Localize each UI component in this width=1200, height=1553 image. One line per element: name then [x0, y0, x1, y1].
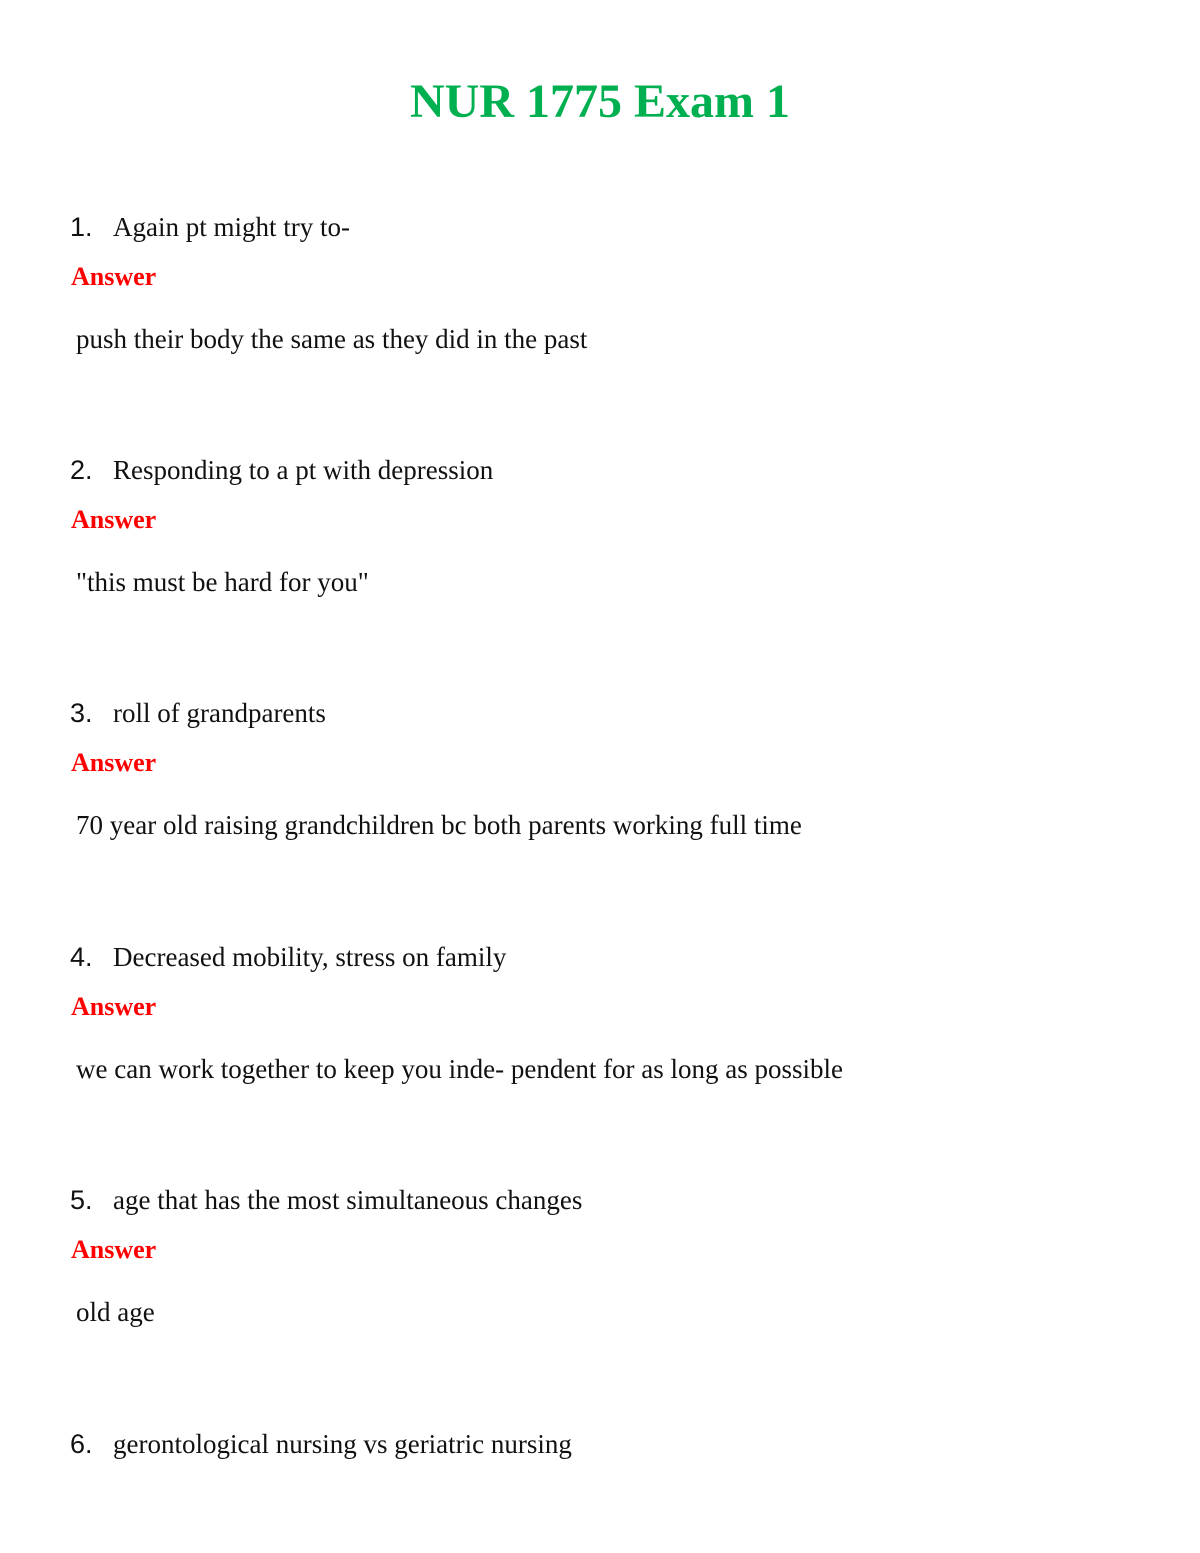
- question: [70, 455, 1150, 495]
- question-text: Decreased mobility, stress on family: [113, 942, 507, 972]
- document-title: NUR 1775 Exam 1: [410, 75, 790, 128]
- answer-text: we can work together to keep you inde- pendent for as long as possible: [76, 1054, 844, 1084]
- question-number: 5.: [70, 1185, 93, 1215]
- question-number: 1.: [70, 212, 93, 242]
- question-text: roll of grandparents: [113, 698, 326, 728]
- question-number: 6.: [70, 1429, 93, 1459]
- answer-label: Answer: [71, 262, 157, 291]
- qa-item: [70, 212, 1150, 354]
- question-number: 2.: [70, 455, 93, 485]
- question: [70, 698, 1150, 738]
- question: [70, 942, 1150, 982]
- question-text: age that has the most simultaneous changes: [113, 1185, 583, 1215]
- question: [70, 1429, 1150, 1469]
- question-text: gerontological nursing vs geriatric nursing: [113, 1429, 572, 1459]
- answer-label: Answer: [71, 992, 157, 1021]
- answer-label: Answer: [71, 1235, 157, 1264]
- answer-label: Answer: [71, 505, 157, 534]
- question-number: 4.: [70, 942, 93, 972]
- answer-text: push their body the same as they did in the past: [76, 324, 588, 354]
- question-text: Responding to a pt with depression: [113, 455, 494, 485]
- question: [70, 1185, 1150, 1225]
- question: [70, 212, 1150, 252]
- qa-item: [70, 698, 1150, 840]
- answer-text: "this must be hard for you": [76, 567, 369, 597]
- answer-label: Answer: [71, 748, 157, 777]
- qa-item: [70, 1185, 1150, 1327]
- question-text: Again pt might try to-: [113, 212, 350, 242]
- answer-text: old age: [76, 1297, 155, 1327]
- qa-item: [70, 942, 1150, 1084]
- answer-text: 70 year old raising grandchildren bc both parents working full time: [76, 810, 802, 840]
- question-number: 3.: [70, 698, 93, 728]
- qa-item: [70, 1429, 1150, 1469]
- qa-item: [70, 455, 1150, 597]
